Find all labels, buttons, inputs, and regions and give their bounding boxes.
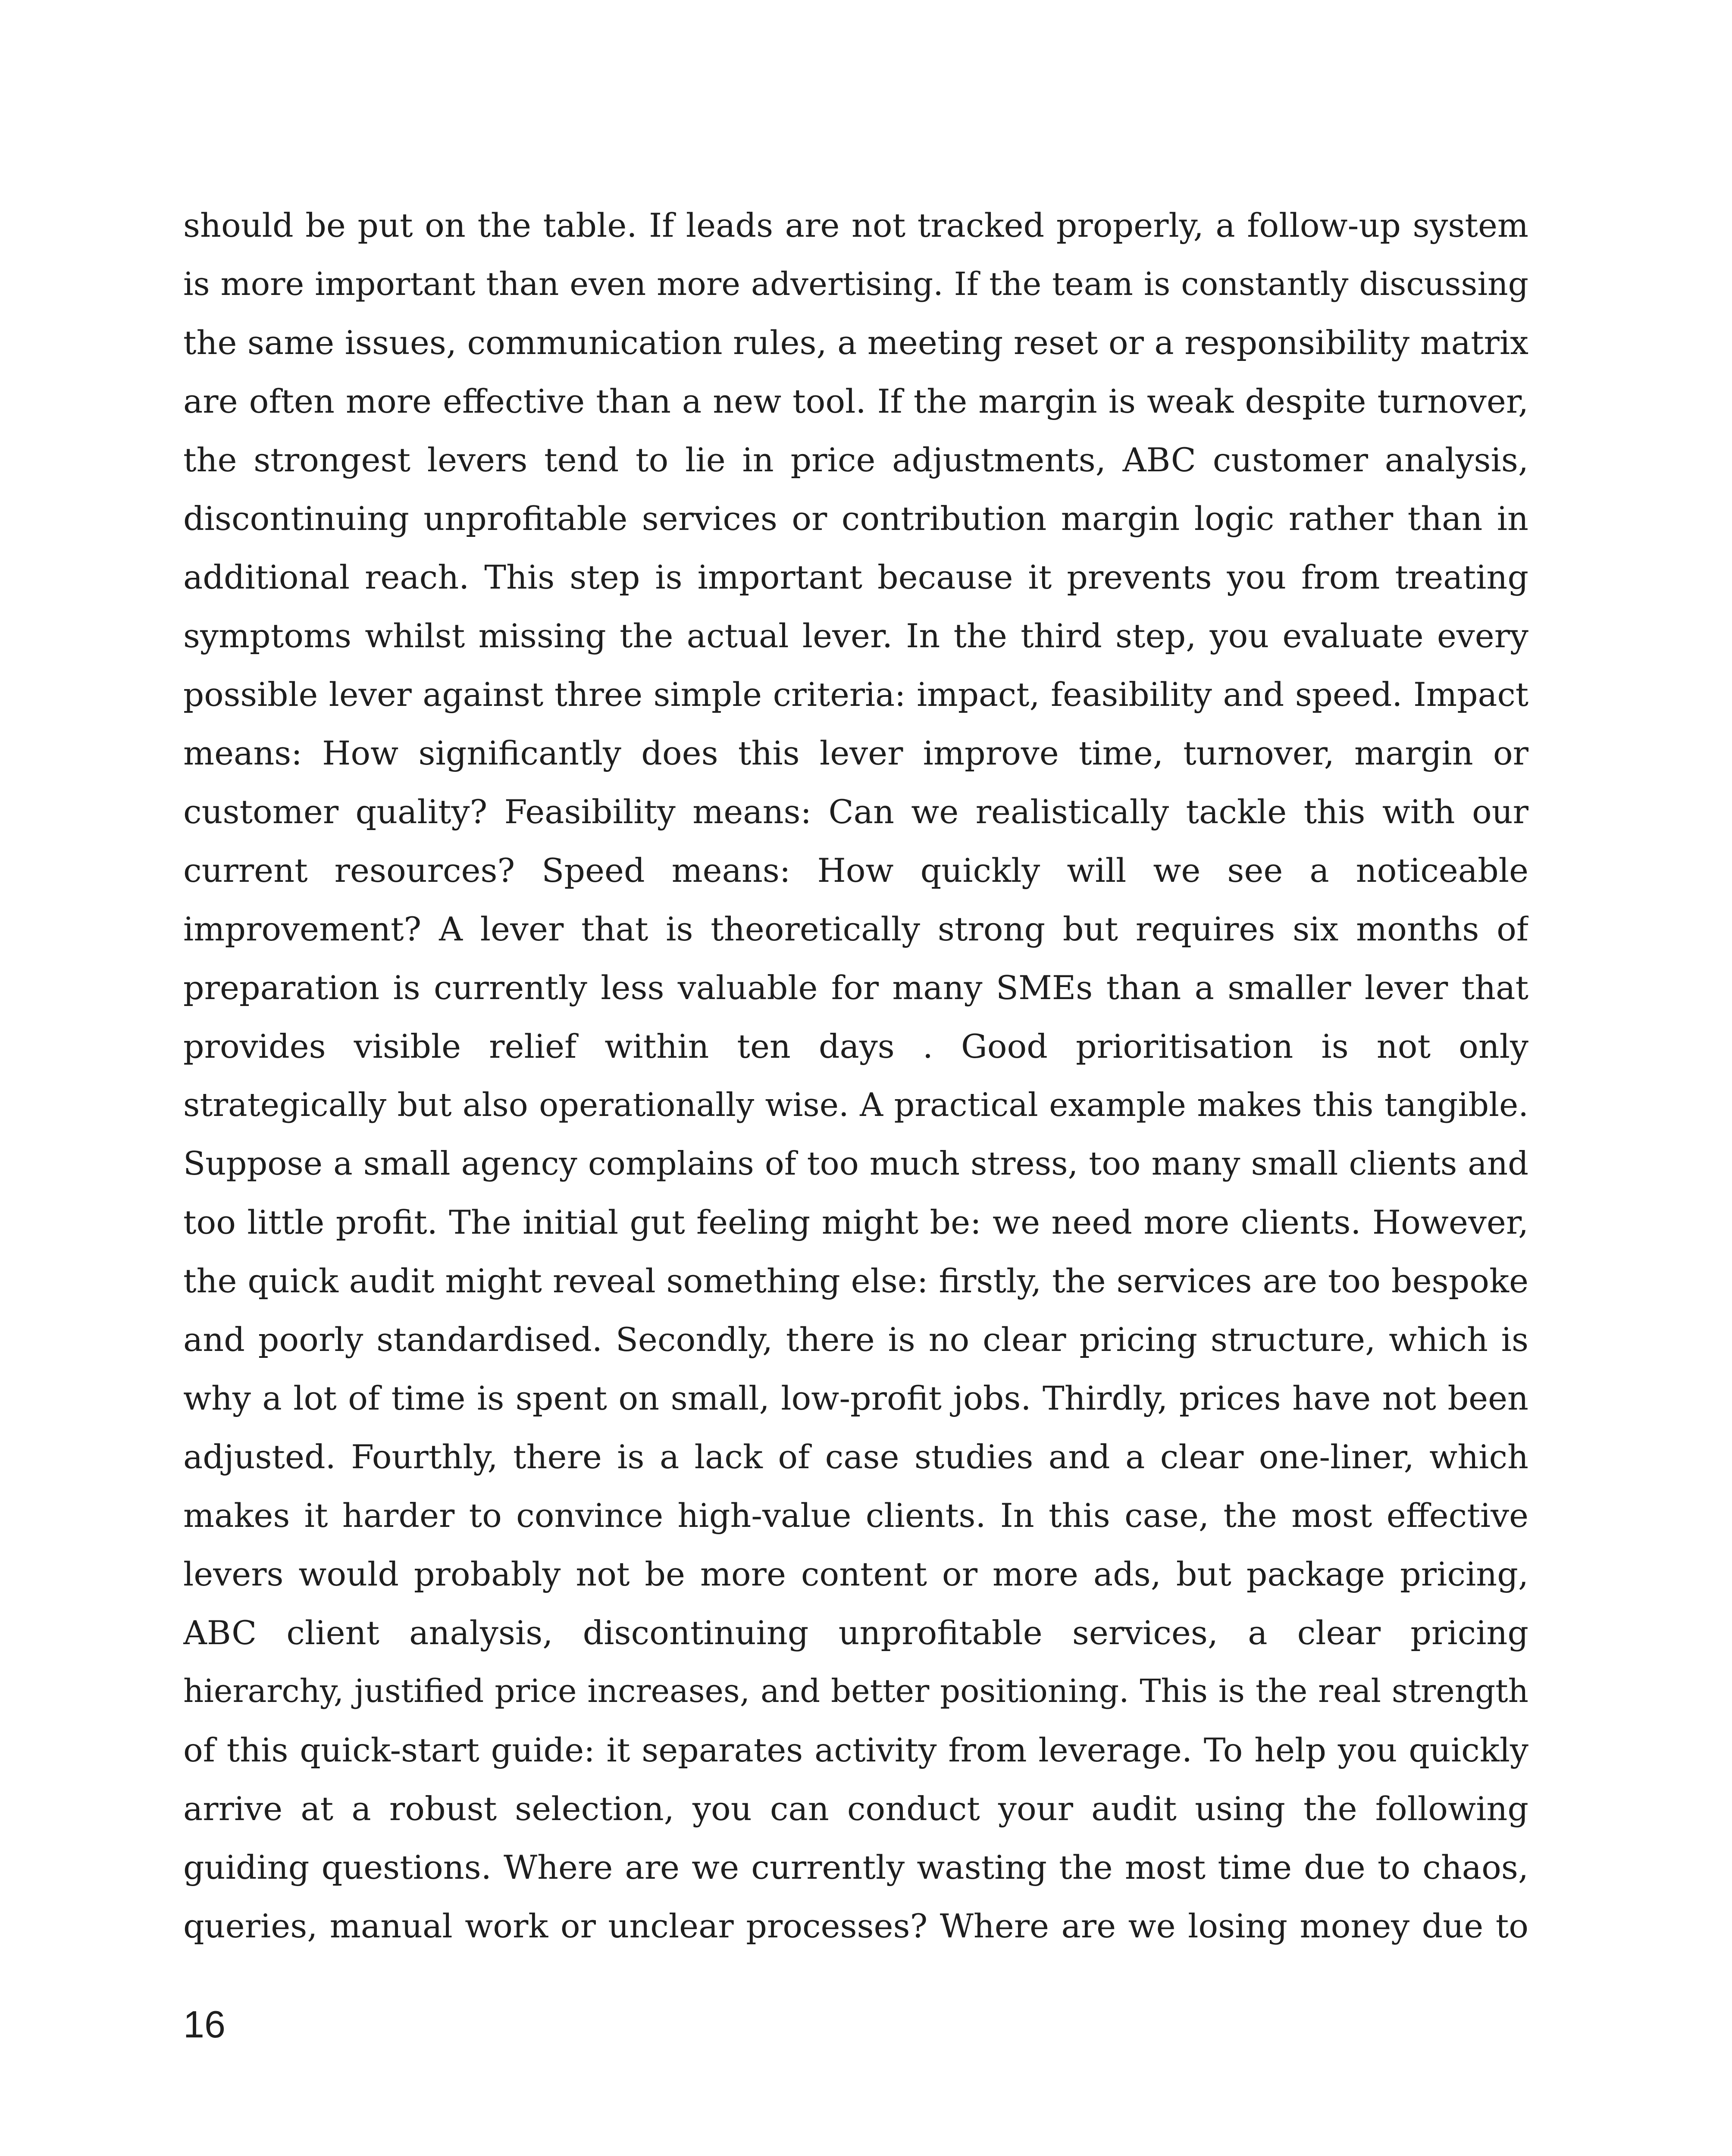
- text-line: symptoms whilst missing the actual lever. In the third step, you evaluate every: [183, 617, 1528, 655]
- text-line: and poorly standardised. Secondly, there is no clear pricing structure, which is: [183, 1320, 1528, 1359]
- text-line: means: How significantly does this lever improve time, turnover, margin or: [183, 734, 1528, 772]
- text-line: strategically but also operationally wise. A practical example makes this tangible.: [183, 1086, 1528, 1124]
- text-line: should be put on the table. If leads are not tracked properly, a follow-up system: [183, 206, 1528, 244]
- text-line: arrive at a robust selection, you can conduct your audit using the following: [183, 1789, 1528, 1828]
- text-line: improvement? A lever that is theoretically strong but requires six months of: [183, 910, 1528, 948]
- text-line: is more important than even more advertising. If the team is constantly discussing: [183, 266, 1528, 303]
- text-line: current resources? Speed means: How quickly will we see a noticeable: [183, 851, 1528, 890]
- text-line: the same issues, communication rules, a meeting reset or a responsibility matrix: [183, 323, 1528, 362]
- text-line: why a lot of time is spent on small, low-profit jobs. Thirdly, prices have not been: [183, 1379, 1528, 1417]
- text-line: levers would probably not be more content or more ads, but package pricing,: [183, 1555, 1528, 1593]
- text-line: additional reach. This step is important because it prevents you from treating: [183, 558, 1528, 596]
- text-line: possible lever against three simple criteria: impact, feasibility and speed. Impact: [183, 676, 1528, 714]
- text-line: queries, manual work or unclear processes? Where are we losing money due to: [183, 1907, 1528, 1945]
- text-line: ABC client analysis, discontinuing unprofitable services, a clear pricing: [183, 1614, 1528, 1652]
- text-line: guiding questions. Where are we currently wasting the most time due to chaos,: [183, 1848, 1528, 1887]
- text-line: makes it harder to convince high-value clients. In this case, the most effective: [183, 1496, 1528, 1535]
- text-line: Suppose a small agency complains of too much stress, too many small clients and: [183, 1145, 1528, 1182]
- text-line: hierarchy, justified price increases, and better positioning. This is the real strength: [183, 1673, 1528, 1710]
- text-line: the strongest levers tend to lie in price adjustments, ABC customer analysis,: [183, 441, 1528, 479]
- text-line: of this quick-start guide: it separates activity from leverage. To help you quickly: [183, 1731, 1528, 1769]
- text-line: the quick audit might reveal something else: firstly, the services are too bespoke: [183, 1262, 1528, 1300]
- page-number: 16: [183, 2003, 226, 2046]
- text-line: too little profit. The initial gut feeling might be: we need more clients. However,: [183, 1203, 1528, 1241]
- text-line: provides visible relief within ten days . Good prioritisation is not only: [183, 1027, 1528, 1065]
- text-line: discontinuing unprofitable services or contribution margin logic rather than in: [183, 499, 1528, 538]
- text-line: adjusted. Fourthly, there is a lack of case studies and a clear one-liner, which: [183, 1438, 1528, 1476]
- text-line: are often more effective than a new tool. If the margin is weak despite turnover,: [183, 382, 1528, 420]
- body-paragraph: [183, 196, 1528, 1955]
- text-line: customer quality? Feasibility means: Can we realistically tackle this with our: [183, 793, 1528, 831]
- text-line: preparation is currently less valuable for many SMEs than a smaller lever that: [183, 968, 1528, 1007]
